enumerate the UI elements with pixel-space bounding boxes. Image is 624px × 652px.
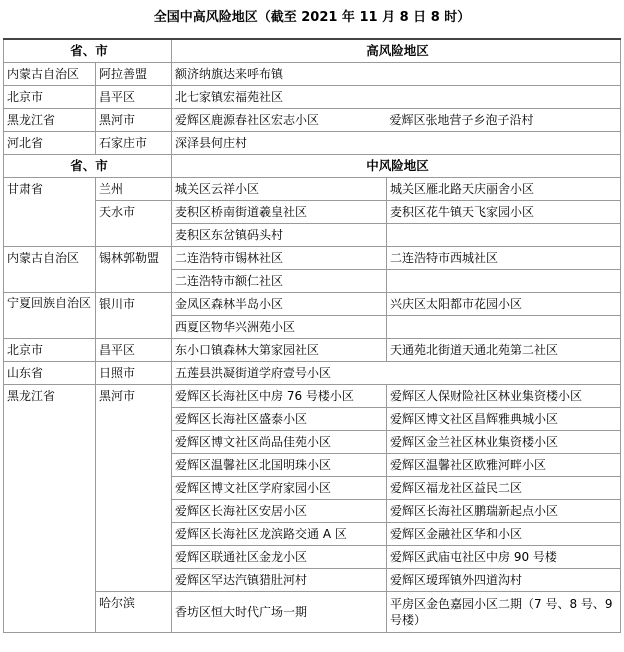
area-cell: 爱辉区长海社区安居小区: [172, 500, 387, 523]
table-row: [4, 592, 621, 633]
high-header-area: 高风险地区: [172, 39, 621, 63]
province-cell: 北京市: [4, 339, 96, 362]
table-row: [4, 86, 621, 109]
area-cell: [387, 270, 621, 293]
area-cell: 五莲县洪凝街道学府壹号小区: [172, 362, 387, 385]
city-cell: 黑河市: [96, 385, 172, 592]
table-row: [4, 132, 621, 155]
area-cell: 爱辉区武庙屯社区中房 90 号楼: [387, 546, 621, 569]
area-cell: 麦积区桥南街道羲皇社区: [172, 201, 387, 224]
area-cell: 爱辉区长海社区盛泰小区: [172, 408, 387, 431]
area-cell: [387, 224, 621, 247]
area-cell: 爱辉区张地营子乡泡子沿村: [387, 109, 621, 132]
table-row: [4, 385, 621, 408]
province-cell: 山东省: [4, 362, 96, 385]
area-cell: 兴庆区太阳都市花园小区: [387, 293, 621, 316]
area-cell: [387, 362, 621, 385]
area-cell: 二连浩特市西城社区: [387, 247, 621, 270]
area-cell: 平房区金色嘉园小区二期（7 号、8 号、9 号楼）: [387, 592, 621, 633]
city-cell: 昌平区: [96, 86, 172, 109]
area-cell: [387, 132, 621, 155]
area-cell: 爱辉区福龙社区益民二区: [387, 477, 621, 500]
area-cell: 爱辉区联通社区金龙小区: [172, 546, 387, 569]
area-cell: 天通苑北街道天通北苑第二社区: [387, 339, 621, 362]
area-cell: 金凤区森林半岛小区: [172, 293, 387, 316]
city-cell: 黑河市: [96, 109, 172, 132]
area-cell: 东小口镇森林大第家园社区: [172, 339, 387, 362]
city-cell: 兰州: [96, 178, 172, 201]
area-cell: 香坊区恒大时代广场一期: [172, 592, 387, 633]
table-row: [4, 339, 621, 362]
table-row: [4, 362, 621, 385]
city-cell: 日照市: [96, 362, 172, 385]
city-cell: 石家庄市: [96, 132, 172, 155]
province-cell: 黑龙江省: [4, 385, 96, 633]
province-cell: 河北省: [4, 132, 96, 155]
area-cell: 爱辉区博文社区尚品佳苑小区: [172, 431, 387, 454]
area-cell: 爱辉区人保财险社区林业集资楼小区: [387, 385, 621, 408]
area-cell: [387, 316, 621, 339]
area-cell: 西夏区物华兴洲苑小区: [172, 316, 387, 339]
area-cell: 深泽县何庄村: [172, 132, 387, 155]
table-row: [4, 293, 621, 316]
area-cell: [387, 63, 621, 86]
province-cell: 黑龙江省: [4, 109, 96, 132]
table-row: [4, 178, 621, 201]
city-cell: 锡林郭勒盟: [96, 247, 172, 293]
medium-risk-header-row: [4, 155, 621, 178]
city-cell: 阿拉善盟: [96, 63, 172, 86]
area-cell: 爱辉区长海社区鹏瑞新起点小区: [387, 500, 621, 523]
risk-area-table: [3, 38, 621, 633]
page-title: 全国中高风险地区（截至 2021 年 11 月 8 日 8 时）: [153, 10, 471, 25]
high-header-province-city: 省、市: [4, 39, 172, 63]
medium-header-province-city: 省、市: [4, 155, 172, 178]
area-cell: 爱辉区长海社区中房 76 号楼小区: [172, 385, 387, 408]
area-cell: 麦积区东岔镇码头村: [172, 224, 387, 247]
province-cell: 北京市: [4, 86, 96, 109]
table-row: [4, 109, 621, 132]
area-cell: 麦积区花牛镇天飞家园小区: [387, 201, 621, 224]
city-cell: 银川市: [96, 293, 172, 339]
province-cell: 甘肃省: [4, 178, 96, 247]
area-cell: 爱辉区瑷珲镇外四道沟村: [387, 569, 621, 592]
province-cell: 宁夏回族自治区: [4, 293, 96, 339]
city-cell: 天水市: [96, 201, 172, 247]
area-cell: 爱辉区鹿源春社区宏志小区: [172, 109, 387, 132]
area-cell: 爱辉区温馨社区北国明珠小区: [172, 454, 387, 477]
area-cell: 爱辉区长海社区龙滨路交通 A 区: [172, 523, 387, 546]
area-cell: 北七家镇宏福苑社区: [172, 86, 387, 109]
area-cell: 二连浩特市额仁社区: [172, 270, 387, 293]
area-cell: 城关区云祥小区: [172, 178, 387, 201]
high-risk-header-row: [4, 39, 621, 63]
province-cell: 内蒙古自治区: [4, 63, 96, 86]
area-cell: 爱辉区博文社区昌辉雅典城小区: [387, 408, 621, 431]
city-cell: 哈尔滨: [96, 592, 172, 633]
area-cell: 爱辉区博文社区学府家园小区: [172, 477, 387, 500]
area-cell: 爱辉区罕达汽镇猎肚河村: [172, 569, 387, 592]
area-cell: 额济纳旗达来呼布镇: [172, 63, 387, 86]
area-cell: 爱辉区金融社区华和小区: [387, 523, 621, 546]
medium-header-area: 中风险地区: [172, 155, 621, 178]
area-cell: 爱辉区温馨社区欧雅河畔小区: [387, 454, 621, 477]
area-cell: [387, 86, 621, 109]
table-row: [4, 247, 621, 270]
area-cell: 城关区雁北路天庆丽舍小区: [387, 178, 621, 201]
area-cell: 二连浩特市锡林社区: [172, 247, 387, 270]
province-cell: 内蒙古自治区: [4, 247, 96, 293]
table-row: [4, 63, 621, 86]
table-row: [4, 201, 621, 224]
area-cell: 爱辉区金兰社区林业集资楼小区: [387, 431, 621, 454]
city-cell: 昌平区: [96, 339, 172, 362]
